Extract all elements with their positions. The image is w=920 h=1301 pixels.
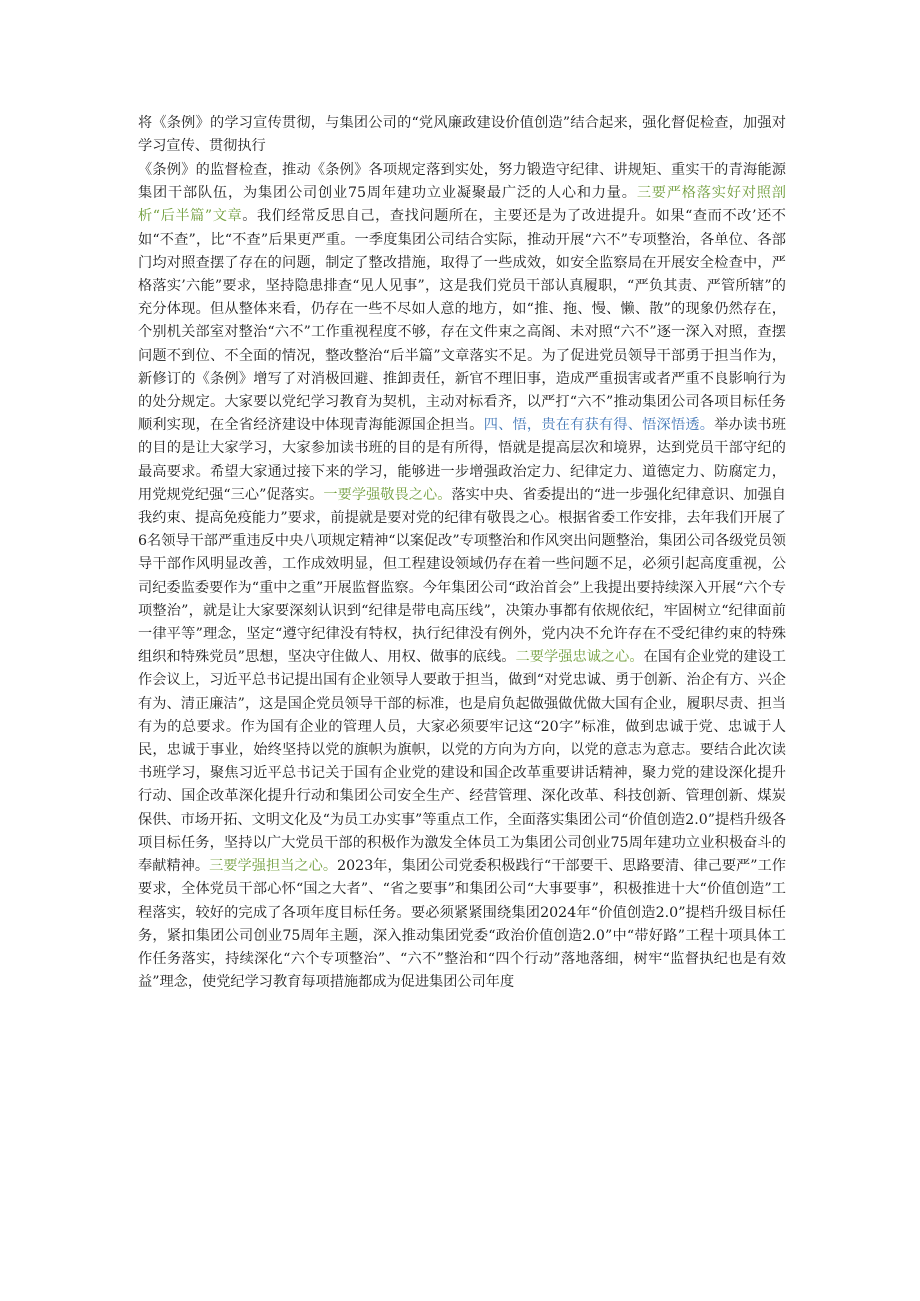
body-text bbox=[138, 159, 786, 994]
body-segment: 在国有企业党的建设工作会议上，习近平总书记提出国有企业领导人要敢于担当，做到“对党忠诚、勇于创新、治企有方、兴企有为、清正廉洁”，这是国企党员领导干部的标准，也是肩负起做强做优做大国有企业，履职尽责、担当有为的总要求。作为国有企业的管理人员，大家必须要牢记这“20字”标准，做到忠诚于党、忠诚于人民，忠诚于事业，始终坚持以党的旗帜为旗帜，以党的方向为方向，以党的意志为意志。要结合此次读书班学习，聚焦习近平总书记关于国有企业党的建设和国企改革重要讲话精神，聚力党的建设深化提升行动、国企改革深化提升行动和集团公司安全生产、经营管理、深化改革、科技创新、管理创新、煤炭保供、市场开拓、文明文化及“为员工办实事”等重点工作，全面落实集团公司“价值创造2.0”提档升级各项目标任务，坚持以广大党员干部的积极作为激发全体员工为集团公司创业75周年建功立业积极奋斗的奉献精神。 bbox=[138, 649, 786, 875]
subheading-awe: 一要学强敬畏之心。 bbox=[323, 486, 452, 503]
body-segment: 举办读书班的目的是让大家学习，大家参加读书班的目的是有所得，悟就是提高层次和境界，达到党员干部守纪的最高要求。希望大家通过接下来的学习，能够进一步增强政治定力、纪律定力、道德定力、防腐定力，用党规党纪强“三心”促落实。 bbox=[138, 417, 786, 503]
body-segment: 。我们经常反思自己，查找问题所在，主要还是为了改进提升。如果“查而不改’还不如“不查”，比“不查”后果更严重。一季度集团公司结合实际，推动开展“六不”专项整治，各单位、各部门均对照查摆了存在的问题，制定了整改措施，取得了一些成效，如安全监察局在开展安全检查中，严格落实’六能”要求，坚持隐患排查“见人见事”，这是我们党员干部认真履职，“严负其责、严管所辖”的充分体现。但从整体来看，仍存在一些不尽如人意的地方，如“推、拖、慢、懒、散”的现象仍然存在，个别机关部室对整治“六不”工作重视程度不够，存在文件束之高阁、未对照“六不”逐一深入对照，查摆问题不到位、不全面的情况，整改整治“后半篇”文章落实不足。为了促进党员领导干部勇于担当作为，新修订的《条例》增写了对消极回避、推卸责任，新官不理旧事，造成严重损害或者严重不良影响行为的处分规定。大家要以党纪学习教育为契机，主动对标看齐，以严打“六不”推动集团公司各项目标任务顺利实现，在全省经济建设中体现青海能源国企担当。 bbox=[138, 208, 786, 434]
subheading-loyalty: 二要学强忠诚之心。 bbox=[515, 649, 644, 666]
body-paragraph bbox=[138, 159, 786, 994]
intro-paragraph bbox=[138, 112, 786, 158]
body-segment: 2023年，集团公司党委积极践行“干部要干、思路要清、律己要严”工作要求，全体党员干部心怀“国之大者”、“省之要事”和集团公司“大事要事”，积极推进十大“价值创造”工程落实，较好的完成了各项年度目标任务。要必须紧紧围绕集团2024年“价值创造2.0”提档升级目标任务，紧扣集团公司创业75周年主题，深入推动集团党委“政治价值创造2.0”中“带好路”工程十项具体工作任务落实，持续深化“六个专项整治”、“六不”整治和“四个行动”落地落细，树牢“监督执纪也是有效益”理念，使党纪学习教育每项措施都成为促进集团公司年度 bbox=[138, 858, 786, 991]
section-heading-3-implement: 三要严格落实好对照剖析“后半篇”文章 bbox=[138, 185, 786, 225]
intro-text: 将《条例》的学习宣传贯彻，与集团公司的“党风廉政建设价值创造”结合起来，强化督促检查，加强对学习宣传、贯彻执行 bbox=[138, 115, 786, 155]
section-heading-4-understand: 四、悟，贵在有获有得、悟深悟透。 bbox=[483, 417, 715, 434]
body-segment: 落实中央、省委提出的“进一步强化纪律意识、加强自我约束、提高免疫能力”要求，前提就是要对党的纪律有敬畏之心。根据省委工作安排，去年我们开展了6名领导干部严重违反中央八项规定精神“以案促改”专项整治和作风突出问题整治，集团公司各级党员领导干部作风明显改善，工作成效明显，但工程建设领域仍存在着一些问题不足，必须引起高度重视，公司纪委监委要作为“重中之重”开展监督监察。今年集团公司“政治首会”上我提出要持续深入开展“六个专项整治”，就是让大家要深刻认识到“纪律是带电高压线”，决策办事都有依规依纪，牢固树立“纪律面前一律平等”理念，坚定“遵守纪律没有特权，执行纪律没有例外，党内决不允许存在不受纪律约束的特殊组织和特殊党员”思想，坚决守住做人、用权、做事的底线。 bbox=[138, 486, 786, 666]
body-segment: 《条例》的监督检查，推动《条例》各项规定落到实处，努力锻造守纪律、讲规矩、重实干的青海能源集团干部队伍，为集团公司创业75周年建功立业凝聚最广泛的人心和力量。 bbox=[138, 162, 786, 202]
subheading-responsibility: 三要学强担当之心。 bbox=[209, 858, 338, 875]
